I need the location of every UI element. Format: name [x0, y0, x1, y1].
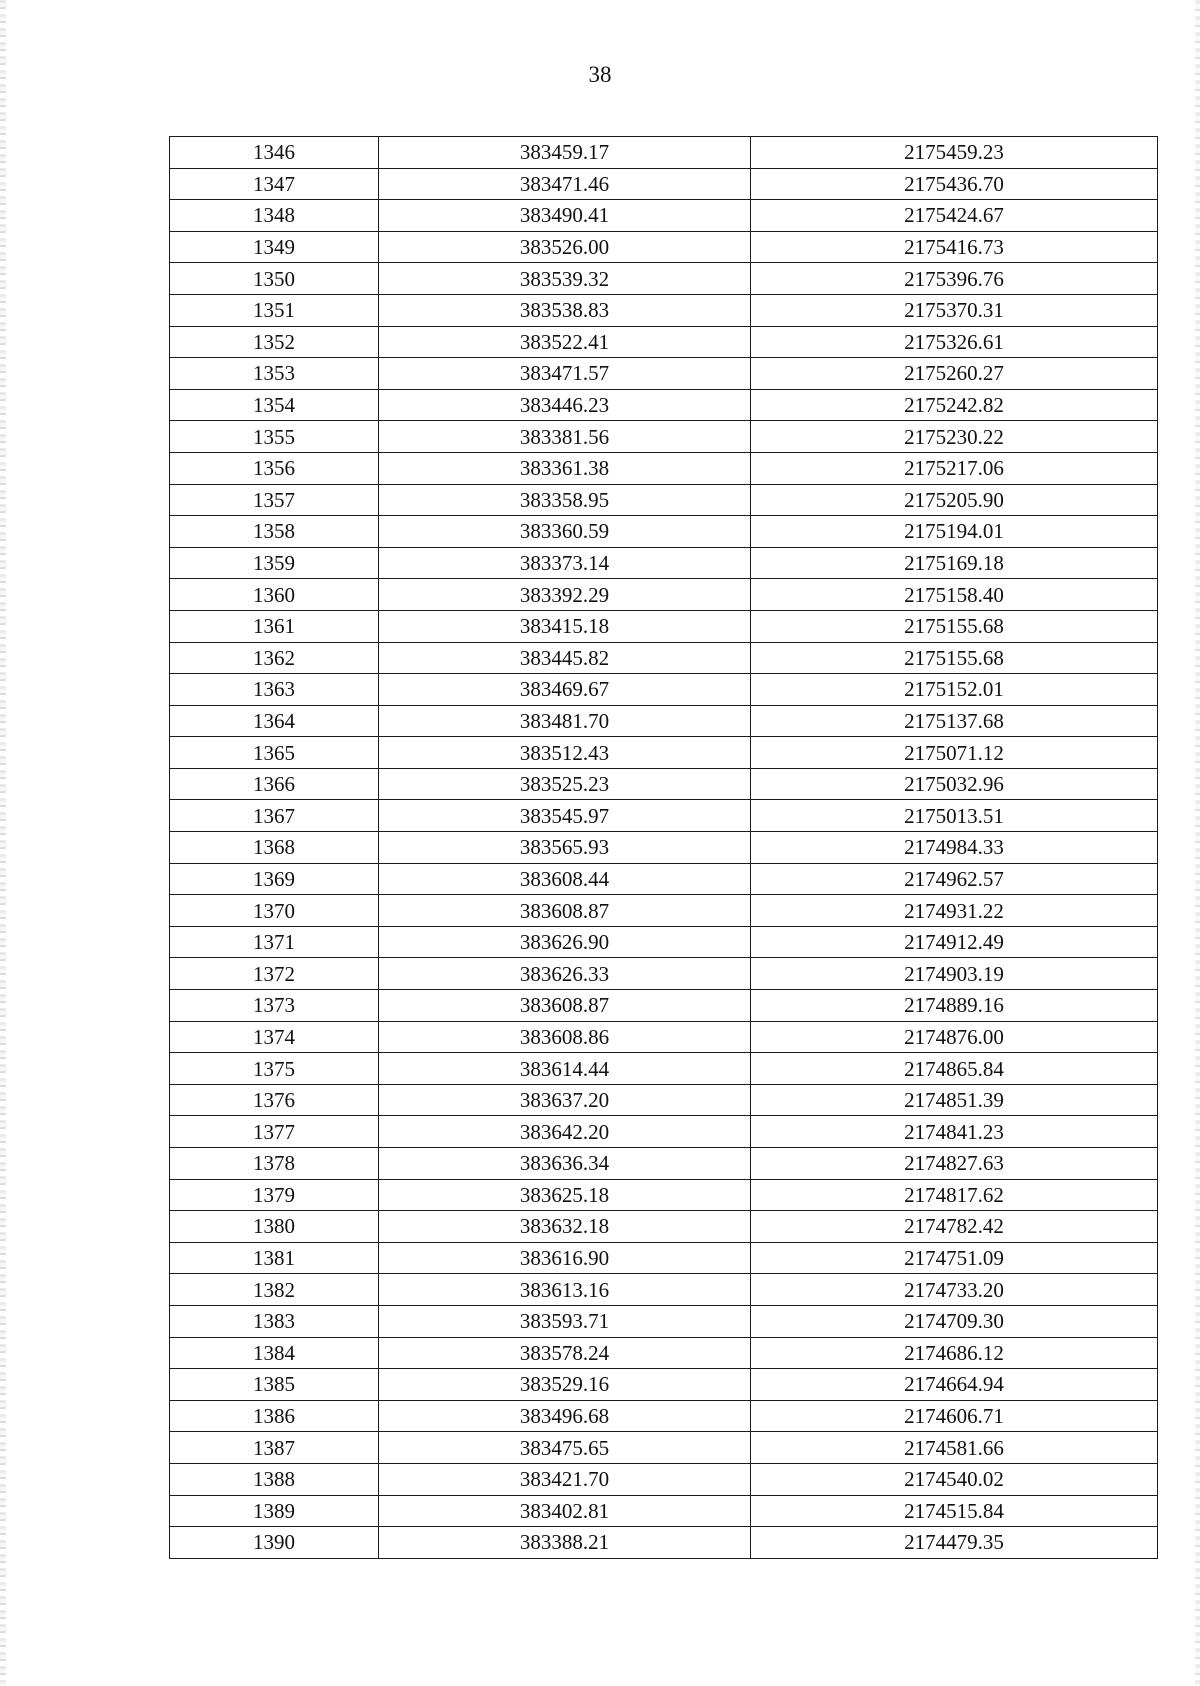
point-number-cell: 1363 — [170, 674, 379, 706]
table-row — [170, 832, 1158, 864]
point-number-cell: 1356 — [170, 452, 379, 484]
y-coordinate-cell: 2175217.06 — [751, 452, 1158, 484]
table-row — [170, 990, 1158, 1022]
point-number-cell: 1359 — [170, 547, 379, 579]
point-number-cell: 1378 — [170, 1148, 379, 1180]
x-coordinate-cell: 383522.41 — [379, 326, 751, 358]
y-coordinate-cell: 2174515.84 — [751, 1495, 1158, 1527]
point-number-cell: 1347 — [170, 168, 379, 200]
table-row — [170, 358, 1158, 390]
point-number-cell: 1362 — [170, 642, 379, 674]
table-row — [170, 1211, 1158, 1243]
point-number-cell: 1388 — [170, 1463, 379, 1495]
x-coordinate-cell: 383637.20 — [379, 1084, 751, 1116]
x-coordinate-cell: 383565.93 — [379, 832, 751, 864]
table-row — [170, 1400, 1158, 1432]
x-coordinate-cell: 383415.18 — [379, 610, 751, 642]
point-number-cell: 1389 — [170, 1495, 379, 1527]
point-number-cell: 1357 — [170, 484, 379, 516]
x-coordinate-cell: 383539.32 — [379, 263, 751, 295]
point-number-cell: 1361 — [170, 610, 379, 642]
point-number-cell: 1380 — [170, 1211, 379, 1243]
point-number-cell: 1352 — [170, 326, 379, 358]
x-coordinate-cell: 383593.71 — [379, 1305, 751, 1337]
point-number-cell: 1370 — [170, 895, 379, 927]
x-coordinate-cell: 383625.18 — [379, 1179, 751, 1211]
point-number-cell: 1377 — [170, 1116, 379, 1148]
x-coordinate-cell: 383445.82 — [379, 642, 751, 674]
table-row — [170, 1274, 1158, 1306]
y-coordinate-cell: 2174782.42 — [751, 1211, 1158, 1243]
table-row — [170, 1053, 1158, 1085]
point-number-cell: 1383 — [170, 1305, 379, 1337]
y-coordinate-cell: 2175370.31 — [751, 294, 1158, 326]
point-number-cell: 1386 — [170, 1400, 379, 1432]
point-number-cell: 1355 — [170, 421, 379, 453]
y-coordinate-cell: 2174876.00 — [751, 1021, 1158, 1053]
y-coordinate-cell: 2174851.39 — [751, 1084, 1158, 1116]
y-coordinate-cell: 2174841.23 — [751, 1116, 1158, 1148]
x-coordinate-cell: 383578.24 — [379, 1337, 751, 1369]
x-coordinate-cell: 383632.18 — [379, 1211, 751, 1243]
x-coordinate-cell: 383446.23 — [379, 389, 751, 421]
x-coordinate-cell: 383381.56 — [379, 421, 751, 453]
y-coordinate-cell: 2175071.12 — [751, 737, 1158, 769]
y-coordinate-cell: 2175152.01 — [751, 674, 1158, 706]
point-number-cell: 1371 — [170, 926, 379, 958]
y-coordinate-cell: 2175230.22 — [751, 421, 1158, 453]
point-number-cell: 1346 — [170, 137, 379, 169]
x-coordinate-cell: 383471.57 — [379, 358, 751, 390]
x-coordinate-cell: 383360.59 — [379, 516, 751, 548]
y-coordinate-cell: 2175158.40 — [751, 579, 1158, 611]
y-coordinate-cell: 2175459.23 — [751, 137, 1158, 169]
x-coordinate-cell: 383526.00 — [379, 231, 751, 263]
table-row — [170, 516, 1158, 548]
point-number-cell: 1358 — [170, 516, 379, 548]
point-number-cell: 1349 — [170, 231, 379, 263]
x-coordinate-cell: 383475.65 — [379, 1432, 751, 1464]
table-row — [170, 1369, 1158, 1401]
x-coordinate-cell: 383459.17 — [379, 137, 751, 169]
x-coordinate-cell: 383525.23 — [379, 768, 751, 800]
x-coordinate-cell: 383469.67 — [379, 674, 751, 706]
table-row — [170, 1495, 1158, 1527]
x-coordinate-cell: 383636.34 — [379, 1148, 751, 1180]
point-number-cell: 1354 — [170, 389, 379, 421]
point-number-cell: 1381 — [170, 1242, 379, 1274]
table-row — [170, 1242, 1158, 1274]
y-coordinate-cell: 2174751.09 — [751, 1242, 1158, 1274]
x-coordinate-cell: 383545.97 — [379, 800, 751, 832]
table-row — [170, 200, 1158, 232]
scan-edge-right — [1195, 0, 1200, 1686]
x-coordinate-cell: 383373.14 — [379, 547, 751, 579]
table-row — [170, 1021, 1158, 1053]
table-row — [170, 800, 1158, 832]
point-number-cell: 1353 — [170, 358, 379, 390]
table-row — [170, 1179, 1158, 1211]
point-number-cell: 1374 — [170, 1021, 379, 1053]
point-number-cell: 1390 — [170, 1527, 379, 1559]
x-coordinate-cell: 383361.38 — [379, 452, 751, 484]
table-row — [170, 926, 1158, 958]
y-coordinate-cell: 2175169.18 — [751, 547, 1158, 579]
point-number-cell: 1385 — [170, 1369, 379, 1401]
y-coordinate-cell: 2174581.66 — [751, 1432, 1158, 1464]
table-row — [170, 1148, 1158, 1180]
y-coordinate-cell: 2174865.84 — [751, 1053, 1158, 1085]
y-coordinate-cell: 2174606.71 — [751, 1400, 1158, 1432]
x-coordinate-cell: 383608.87 — [379, 990, 751, 1022]
table-row — [170, 1305, 1158, 1337]
x-coordinate-cell: 383496.68 — [379, 1400, 751, 1432]
y-coordinate-cell: 2174827.63 — [751, 1148, 1158, 1180]
y-coordinate-cell: 2175155.68 — [751, 642, 1158, 674]
table-row — [170, 768, 1158, 800]
point-number-cell: 1376 — [170, 1084, 379, 1116]
table-row — [170, 1432, 1158, 1464]
table-row — [170, 452, 1158, 484]
table-row — [170, 137, 1158, 169]
y-coordinate-cell: 2174889.16 — [751, 990, 1158, 1022]
y-coordinate-cell: 2174479.35 — [751, 1527, 1158, 1559]
y-coordinate-cell: 2174962.57 — [751, 863, 1158, 895]
x-coordinate-cell: 383613.16 — [379, 1274, 751, 1306]
table-row — [170, 421, 1158, 453]
y-coordinate-cell: 2175424.67 — [751, 200, 1158, 232]
y-coordinate-cell: 2175032.96 — [751, 768, 1158, 800]
table-row — [170, 263, 1158, 295]
y-coordinate-cell: 2175416.73 — [751, 231, 1158, 263]
y-coordinate-cell: 2175013.51 — [751, 800, 1158, 832]
table-row — [170, 1463, 1158, 1495]
table-row — [170, 1084, 1158, 1116]
y-coordinate-cell: 2174709.30 — [751, 1305, 1158, 1337]
table-row — [170, 294, 1158, 326]
x-coordinate-cell: 383626.90 — [379, 926, 751, 958]
point-number-cell: 1375 — [170, 1053, 379, 1085]
y-coordinate-cell: 2174817.62 — [751, 1179, 1158, 1211]
x-coordinate-cell: 383421.70 — [379, 1463, 751, 1495]
table-row — [170, 1527, 1158, 1559]
y-coordinate-cell: 2174931.22 — [751, 895, 1158, 927]
y-coordinate-cell: 2174984.33 — [751, 832, 1158, 864]
y-coordinate-cell: 2175137.68 — [751, 705, 1158, 737]
scan-edge-left — [0, 0, 6, 1686]
y-coordinate-cell: 2174912.49 — [751, 926, 1158, 958]
y-coordinate-cell: 2174903.19 — [751, 958, 1158, 990]
table-row — [170, 642, 1158, 674]
table-row — [170, 737, 1158, 769]
point-number-cell: 1350 — [170, 263, 379, 295]
y-coordinate-cell: 2175436.70 — [751, 168, 1158, 200]
y-coordinate-cell: 2174540.02 — [751, 1463, 1158, 1495]
point-number-cell: 1382 — [170, 1274, 379, 1306]
x-coordinate-cell: 383512.43 — [379, 737, 751, 769]
point-number-cell: 1360 — [170, 579, 379, 611]
table-row — [170, 895, 1158, 927]
x-coordinate-cell: 383358.95 — [379, 484, 751, 516]
y-coordinate-cell: 2175194.01 — [751, 516, 1158, 548]
table-row — [170, 231, 1158, 263]
x-coordinate-cell: 383490.41 — [379, 200, 751, 232]
point-number-cell: 1365 — [170, 737, 379, 769]
x-coordinate-cell: 383608.86 — [379, 1021, 751, 1053]
y-coordinate-cell: 2175326.61 — [751, 326, 1158, 358]
point-number-cell: 1351 — [170, 294, 379, 326]
point-number-cell: 1369 — [170, 863, 379, 895]
x-coordinate-cell: 383642.20 — [379, 1116, 751, 1148]
y-coordinate-cell: 2175155.68 — [751, 610, 1158, 642]
table-row — [170, 547, 1158, 579]
x-coordinate-cell: 383608.44 — [379, 863, 751, 895]
table-row — [170, 1337, 1158, 1369]
x-coordinate-cell: 383471.46 — [379, 168, 751, 200]
point-number-cell: 1366 — [170, 768, 379, 800]
point-number-cell: 1387 — [170, 1432, 379, 1464]
point-number-cell: 1364 — [170, 705, 379, 737]
y-coordinate-cell: 2175205.90 — [751, 484, 1158, 516]
point-number-cell: 1379 — [170, 1179, 379, 1211]
y-coordinate-cell: 2175242.82 — [751, 389, 1158, 421]
x-coordinate-cell: 383626.33 — [379, 958, 751, 990]
point-number-cell: 1373 — [170, 990, 379, 1022]
point-number-cell: 1348 — [170, 200, 379, 232]
table-row — [170, 863, 1158, 895]
y-coordinate-cell: 2174686.12 — [751, 1337, 1158, 1369]
y-coordinate-cell: 2174733.20 — [751, 1274, 1158, 1306]
page-number: 38 — [588, 62, 612, 87]
x-coordinate-cell: 383481.70 — [379, 705, 751, 737]
coordinate-table — [169, 136, 1158, 1559]
table-row — [170, 1116, 1158, 1148]
x-coordinate-cell: 383529.16 — [379, 1369, 751, 1401]
table-row — [170, 326, 1158, 358]
x-coordinate-cell: 383538.83 — [379, 294, 751, 326]
point-number-cell: 1368 — [170, 832, 379, 864]
x-coordinate-cell: 383402.81 — [379, 1495, 751, 1527]
x-coordinate-cell: 383608.87 — [379, 895, 751, 927]
table-row — [170, 958, 1158, 990]
x-coordinate-cell: 383616.90 — [379, 1242, 751, 1274]
table-row — [170, 389, 1158, 421]
table-row — [170, 674, 1158, 706]
point-number-cell: 1384 — [170, 1337, 379, 1369]
table-row — [170, 484, 1158, 516]
y-coordinate-cell: 2175260.27 — [751, 358, 1158, 390]
table-row — [170, 610, 1158, 642]
y-coordinate-cell: 2174664.94 — [751, 1369, 1158, 1401]
y-coordinate-cell: 2175396.76 — [751, 263, 1158, 295]
x-coordinate-cell: 383392.29 — [379, 579, 751, 611]
coordinate-table-body — [170, 137, 1158, 1559]
table-row — [170, 168, 1158, 200]
table-row — [170, 579, 1158, 611]
x-coordinate-cell: 383388.21 — [379, 1527, 751, 1559]
x-coordinate-cell: 383614.44 — [379, 1053, 751, 1085]
point-number-cell: 1372 — [170, 958, 379, 990]
table-row — [170, 705, 1158, 737]
point-number-cell: 1367 — [170, 800, 379, 832]
